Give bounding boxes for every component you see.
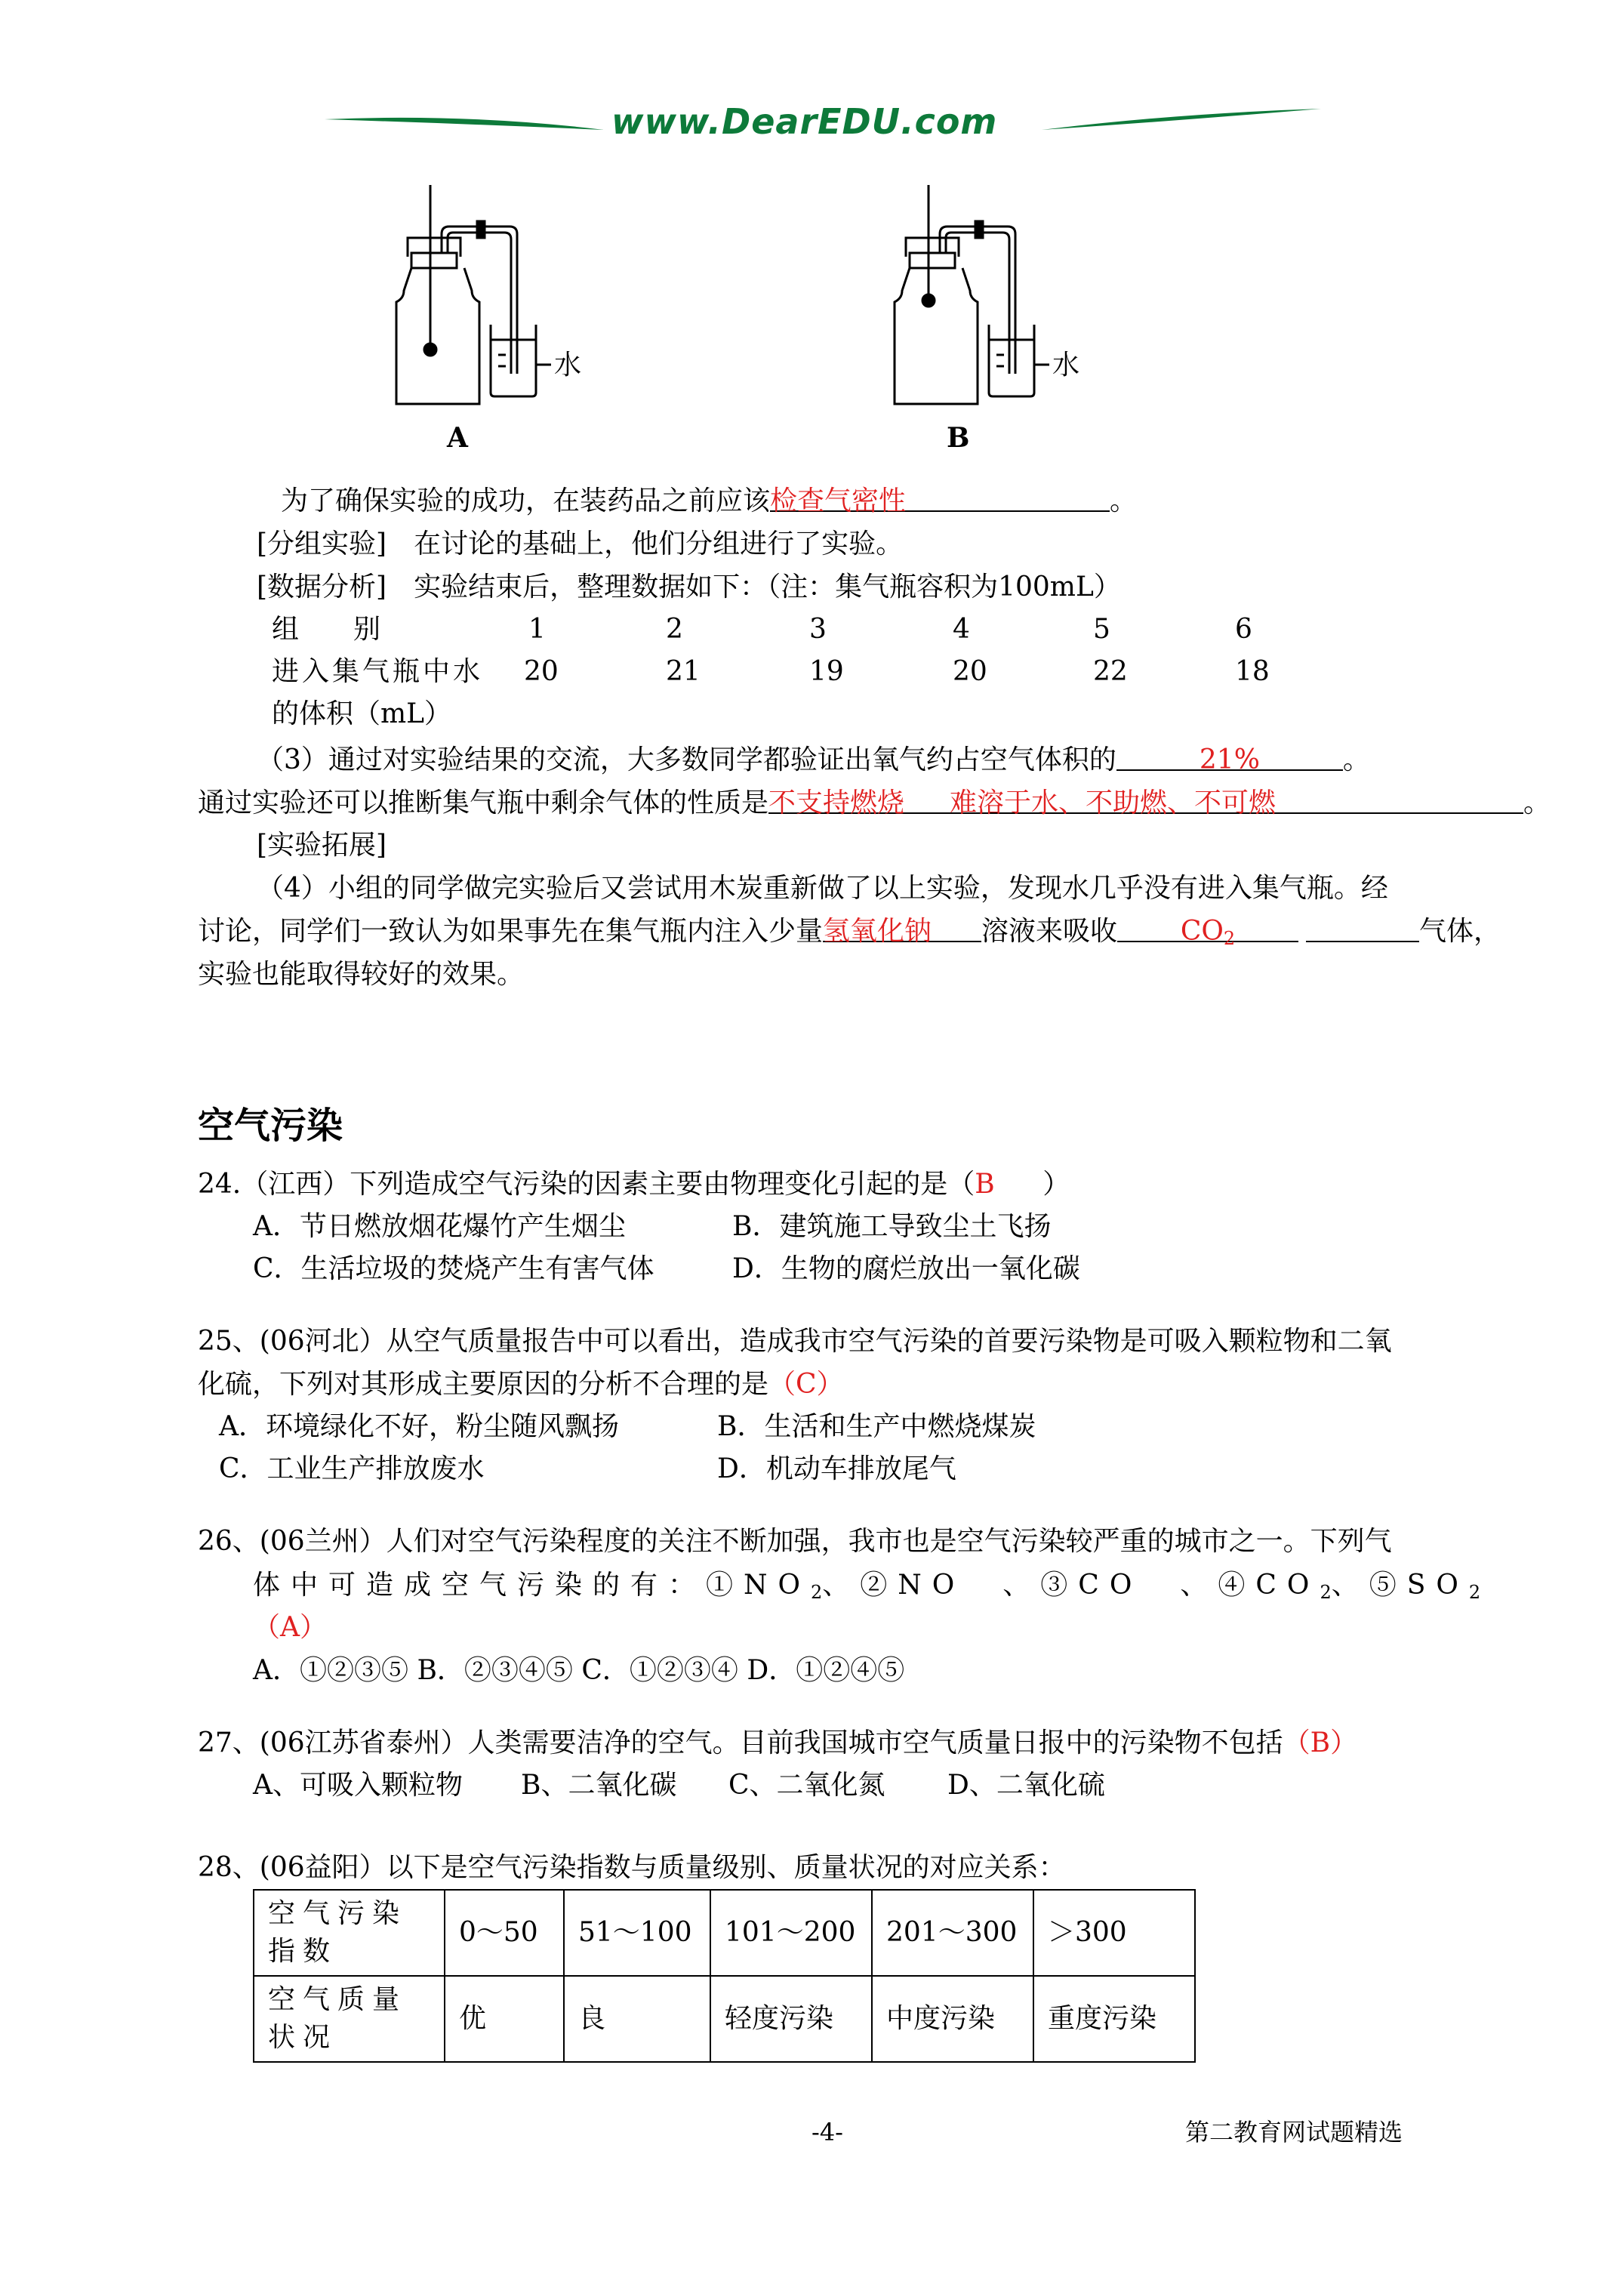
table-cell: 轻度污染 xyxy=(710,1976,872,2062)
q24-option-b: B．建筑施工导致尘土飞扬 xyxy=(732,1211,1052,1242)
table-cell: 201～300 xyxy=(872,1890,1033,1976)
q27-option-a: A、可吸入颗粒物 xyxy=(253,1770,463,1801)
volume-cell: 18 xyxy=(1235,656,1270,687)
answer-airtightness: 检查气密性 xyxy=(770,485,907,516)
q24-stem: 24.（江西）下列造成空气污染的因素主要由物理变化引起的是（B ） xyxy=(198,1166,1070,1203)
table-row xyxy=(254,1976,1195,2062)
volume-cell: 20 xyxy=(953,656,987,687)
group-cell: 5 xyxy=(1093,614,1110,645)
group-cell: 6 xyxy=(1235,614,1252,645)
section-title: 空气污染 xyxy=(198,1105,343,1147)
q27-option-d: D、二氧化硫 xyxy=(947,1770,1105,1801)
group-cell: 2 xyxy=(666,614,683,645)
page-number: -4- xyxy=(812,2118,843,2147)
table-cell: 重度污染 xyxy=(1033,1976,1195,2062)
q25-line-2: 化硫，下列对其形成主要原因的分析不合理的是（C） xyxy=(198,1369,844,1400)
q26-answer: （A） xyxy=(253,1612,327,1643)
answer-gas-property-1: 不支持燃烧 xyxy=(768,787,905,818)
extension-heading: [实验拓展] xyxy=(257,830,387,861)
check-seal-line: 为了确保实验的成功，在装药品之前应该检查气密性 。 xyxy=(281,483,1137,519)
figure-label-a: A xyxy=(447,422,468,454)
row-volume-unit: 的体积（mL） xyxy=(272,698,452,729)
q24-option-d: D．生物的腐烂放出一氧化碳 xyxy=(732,1253,1080,1284)
air-quality-table xyxy=(253,1889,1196,2063)
table-cell: 良 xyxy=(564,1976,710,2062)
q26-options: A．①②③⑤ B．②③④⑤ C．①②③④ D．①②④⑤ xyxy=(253,1655,905,1686)
table-row xyxy=(254,1890,1195,1976)
q3b-line: 通过实验还可以推断集气瓶中剩余气体的性质是不支持燃烧 难溶于水、不助燃、不可燃 。 xyxy=(198,785,1551,821)
answer-absorbent: 氢氧化钠 xyxy=(823,916,932,947)
water-label-a: 水 xyxy=(554,350,582,381)
table-header-status: 空气质量状况 xyxy=(254,1976,445,2062)
q25-answer: （C） xyxy=(768,1369,844,1400)
table-cell: 101～200 xyxy=(710,1890,872,1976)
q25-line-1: 25、(06河北）从空气质量报告中可以看出，造成我市空气污染的首要污染物是可吸入颗粒物和二氧 xyxy=(198,1326,1392,1357)
q24-option-a: A．节日燃放烟花爆竹产生烟尘 xyxy=(253,1211,626,1242)
row-group-label: 组 别 xyxy=(272,614,381,645)
q27-option-b: B、二氧化碳 xyxy=(521,1770,677,1801)
site-logo: www.DearEDU.com xyxy=(611,101,998,142)
q26-line-2: 体中可造成空气污染的有：$①NO_2$、②NO 、③CO 、$④CO_2$、$⑤SO_2$ xyxy=(253,1570,1481,1603)
q24-answer: B xyxy=(975,1169,995,1200)
q25-option-d: D．机动车排放尾气 xyxy=(717,1453,956,1484)
q4-line-3: 实验也能取得较好的效果。 xyxy=(198,959,525,990)
q4-line-1: （4）小组的同学做完实验后又尝试用木炭重新做了以上实验，发现水几乎没有进入集气瓶。经 xyxy=(257,873,1388,904)
table-cell: 0～50 xyxy=(445,1890,564,1976)
footer-source: 第二教育网试题精选 xyxy=(1185,2118,1403,2147)
apparatus-figure xyxy=(377,177,1132,464)
q25-option-b: B．生活和生产中燃烧煤炭 xyxy=(717,1411,1036,1442)
table-header-index: 空气污染指数 xyxy=(254,1890,445,1976)
answer-oxygen-fraction: 21% xyxy=(1199,744,1260,775)
group-cell: 1 xyxy=(528,614,546,645)
table-cell: 中度污染 xyxy=(872,1976,1033,2062)
group-cell: 4 xyxy=(953,614,970,645)
q27-answer: （B） xyxy=(1283,1727,1358,1758)
table-cell: ＞300 xyxy=(1033,1890,1195,1976)
q24-option-c: C．生活垃圾的焚烧产生有害气体 xyxy=(253,1253,654,1284)
group-experiment-line: [分组实验] 在讨论的基础上，他们分组进行了实验。 xyxy=(257,529,904,559)
q3-line: （3）通过对实验结果的交流，大多数同学都验证出氧气约占空气体积的 21% 。 xyxy=(257,742,1370,778)
apparatus-b xyxy=(895,185,1049,404)
q27-line-1: 27、(06江苏省泰州）人类需要洁净的空气。目前我国城市空气质量日报中的污染物不包括（B） xyxy=(198,1727,1358,1758)
q25-option-c: C．工业生产排放废水 xyxy=(219,1453,485,1484)
answer-gas-property-2: 难溶于水、不助燃、不可燃 xyxy=(950,787,1277,818)
row-volume-label: 进入集气瓶中水 xyxy=(272,656,484,687)
table-cell: 优 xyxy=(445,1976,564,2062)
q4-line-2: 讨论，同学们一致认为如果事先在集气瓶内注入少量氢氧化钠 溶液来吸收 $CO_2$ 气体， xyxy=(198,914,1501,950)
q26-line-1: 26、(06兰州）人们对空气污染程度的关注不断加强，我市也是空气污染较严重的城市之一。下列气 xyxy=(198,1526,1392,1557)
group-cell: 3 xyxy=(809,614,827,645)
q27-option-c: C、二氧化氮 xyxy=(728,1770,885,1801)
q25-option-a: A．环境绿化不好，粉尘随风飘扬 xyxy=(219,1411,619,1442)
volume-cell: 19 xyxy=(809,656,844,687)
volume-cell: 21 xyxy=(666,656,701,687)
answer-absorbed-gas: $CO_2$ xyxy=(1180,916,1236,949)
water-label-b: 水 xyxy=(1052,350,1080,381)
figure-label-b: B xyxy=(947,422,970,454)
volume-cell: 22 xyxy=(1093,656,1128,687)
q28-stem: 28、(06益阳）以下是空气污染指数与质量级别、质量状况的对应关系： xyxy=(198,1852,1066,1883)
table-cell: 51～100 xyxy=(564,1890,710,1976)
volume-cell: 20 xyxy=(524,656,559,687)
apparatus-a xyxy=(396,185,551,404)
data-analysis-line: [数据分析] 实验结束后，整理数据如下：（注：集气瓶容积为100mL） xyxy=(257,572,1121,603)
